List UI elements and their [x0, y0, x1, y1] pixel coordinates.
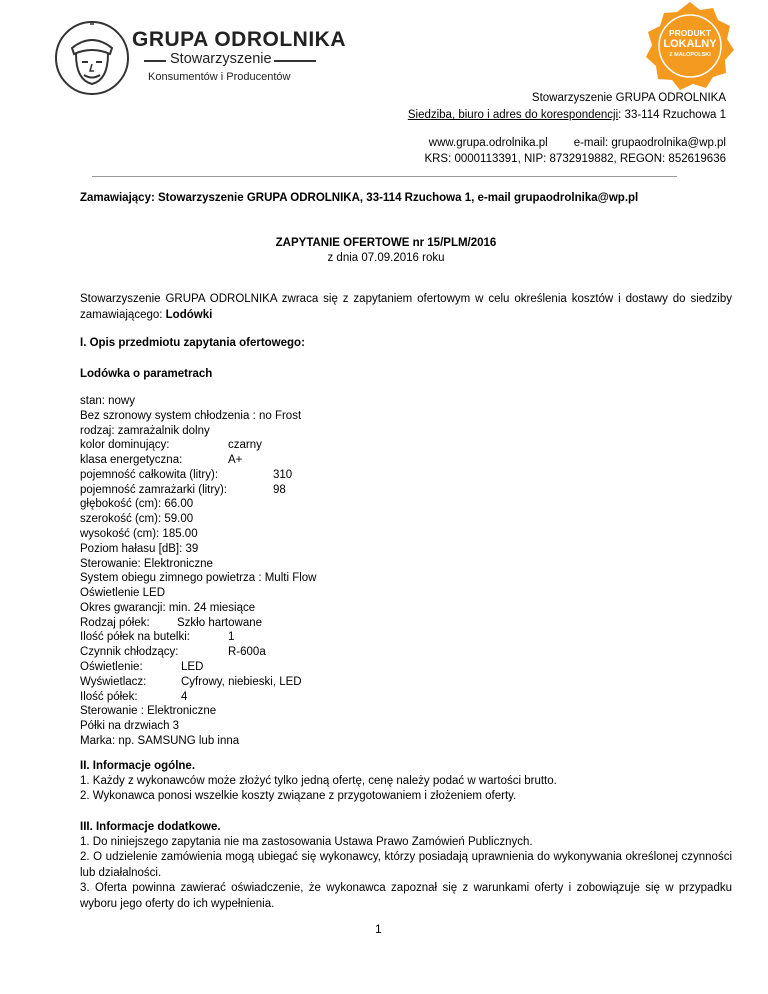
spec-label: Okres gwarancji: min. 24 miesiące	[80, 601, 256, 614]
spec-label: pojemność całkowita (litry):	[80, 468, 219, 481]
section2-item-2: 2. Wykonawca ponosi wszelkie koszty związane z przygotowaniem i złożeniem oferty.	[80, 790, 517, 802]
badge-line-2: LOKALNY	[663, 38, 717, 50]
address-contact	[429, 137, 726, 149]
spec-value: 1	[228, 631, 235, 644]
intro-paragraph	[80, 292, 732, 323]
page-number: 1	[375, 922, 382, 936]
ordering-party: Zamawiający: Stowarzyszenie GRUPA ODROLNIKA, 33-114 Rzuchowa 1, e-mail grupaodrolnika@wp.pl	[80, 192, 639, 204]
local-product-badge	[640, 0, 740, 90]
section2-heading: II. Informacje ogólne.	[80, 760, 196, 772]
logo-subtitle: Stowarzyszenie	[170, 51, 272, 67]
spec-label: Marka: np. SAMSUNG lub inna	[80, 734, 240, 747]
spec-value: R-600a	[228, 646, 266, 659]
document-title: ZAPYTANIE OFERTOWE nr 15/PLM/2016	[275, 237, 497, 249]
spec-value: 310	[273, 468, 293, 481]
farmer-face-emblem-icon	[52, 18, 132, 98]
header-divider	[92, 176, 677, 177]
intro-item: Lodówki	[165, 308, 213, 321]
document-date: z dnia 07.09.2016 roku	[327, 252, 445, 264]
spec-label: klasa energetyczna:	[80, 454, 183, 467]
organization-logo	[52, 18, 346, 98]
spec-label: rodzaj: zamrażalnik dolny	[80, 424, 210, 437]
spec-label: Oświetlenie LED	[80, 587, 166, 600]
address-org: Stowarzyszenie GRUPA ODROLNIKA	[531, 92, 726, 104]
section3-item-2: 2. O udzielenie zamówienia mogą ubiegać się wykonawcy, którzy posiadają uprawnienia do wykonywania określonej czynności lub działalności.	[80, 851, 732, 879]
spec-value: A+	[228, 454, 243, 467]
logo-divider-right	[274, 60, 316, 62]
spec-value: LED	[181, 661, 204, 674]
spec-label: pojemność zamrażarki (litry):	[80, 483, 227, 496]
section3-item-3: 3. Oferta powinna zawierać oświadczenie, że wykonawca zapoznał się z warunkami oferty i zobowiązuje się w przypadku wyboru jego oferty do ich wypełnienia.	[80, 882, 732, 910]
spec-value: czarny	[228, 439, 262, 452]
address-seat-value: : 33-114 Rzuchowa 1	[618, 109, 726, 121]
spec-label: Rodzaj półek:	[80, 616, 150, 629]
address-seat	[408, 109, 726, 121]
spec-label: Oświetlenie:	[80, 661, 143, 674]
spec-label: kolor dominujący:	[80, 439, 170, 452]
badge-line-1: PRODUKT	[668, 28, 712, 38]
section3-heading: III. Informacje dodatkowe.	[80, 821, 221, 833]
intro-text: Stowarzyszenie GRUPA ODROLNIKA zwraca się z zapytaniem ofertowym w celu określenia kosztów i dostawy do siedziby zamawiającego:	[80, 293, 732, 321]
section1-heading: I. Opis przedmiotu zapytania ofertowego:	[80, 337, 305, 349]
spec-label: szerokość (cm): 59.00	[80, 513, 194, 526]
spec-label: wysokość (cm): 185.00	[80, 528, 198, 541]
spec-label: Sterowanie : Elektroniczne	[80, 705, 217, 718]
spec-value: 4	[181, 690, 188, 703]
spec-label: Ilość półek:	[80, 690, 138, 703]
spec-label: stan: nowy	[80, 395, 135, 407]
section1-subheading: Lodówka o parametrach	[80, 368, 213, 380]
spec-label: System obiegu zimnego powietrza : Multi Flow	[80, 572, 317, 585]
spec-value: Szkło hartowane	[177, 616, 263, 629]
address-ids: KRS: 0000113391, NIP: 8732919882, REGON: 852619636	[424, 153, 726, 165]
logo-divider-left	[144, 60, 166, 62]
logo-tagline: Konsumentów i Producentów	[148, 71, 291, 83]
logo-title: GRUPA ODROLNIKA	[132, 28, 346, 51]
spec-label: Półki na drzwiach 3	[80, 720, 180, 733]
address-web: www.grupa.odrolnika.pl	[428, 137, 548, 149]
spec-label: Bez szronowy system chłodzenia : no Frost	[80, 409, 302, 422]
spec-value: 98	[273, 483, 286, 496]
address-email: e-mail: grupaodrolnika@wp.pl	[573, 137, 726, 149]
spec-label: Czynnik chłodzący:	[80, 646, 179, 659]
spec-label: Sterowanie: Elektroniczne	[80, 557, 213, 570]
spec-label: Poziom hałasu [dB]: 39	[80, 542, 199, 555]
spec-label: Ilość półek na butelki:	[80, 631, 190, 644]
section2-item-1: 1. Każdy z wykonawców może złożyć tylko jedną ofertę, cenę należy podać w wartości brutto.	[80, 775, 557, 787]
spec-value: Cyfrowy, niebieski, LED	[181, 675, 302, 688]
spec-label: głębokość (cm): 66.00	[80, 498, 194, 511]
section3-item-1: 1. Do niniejszego zapytania nie ma zastosowania Ustawa Prawo Zamówień Publicznych.	[80, 836, 533, 848]
address-seat-label: Siedziba, biuro i adres do korespondencji	[407, 109, 619, 121]
badge-line-3: Z MAŁOPOLSKI	[669, 52, 711, 58]
spec-label: Wyświetlacz:	[80, 675, 147, 688]
